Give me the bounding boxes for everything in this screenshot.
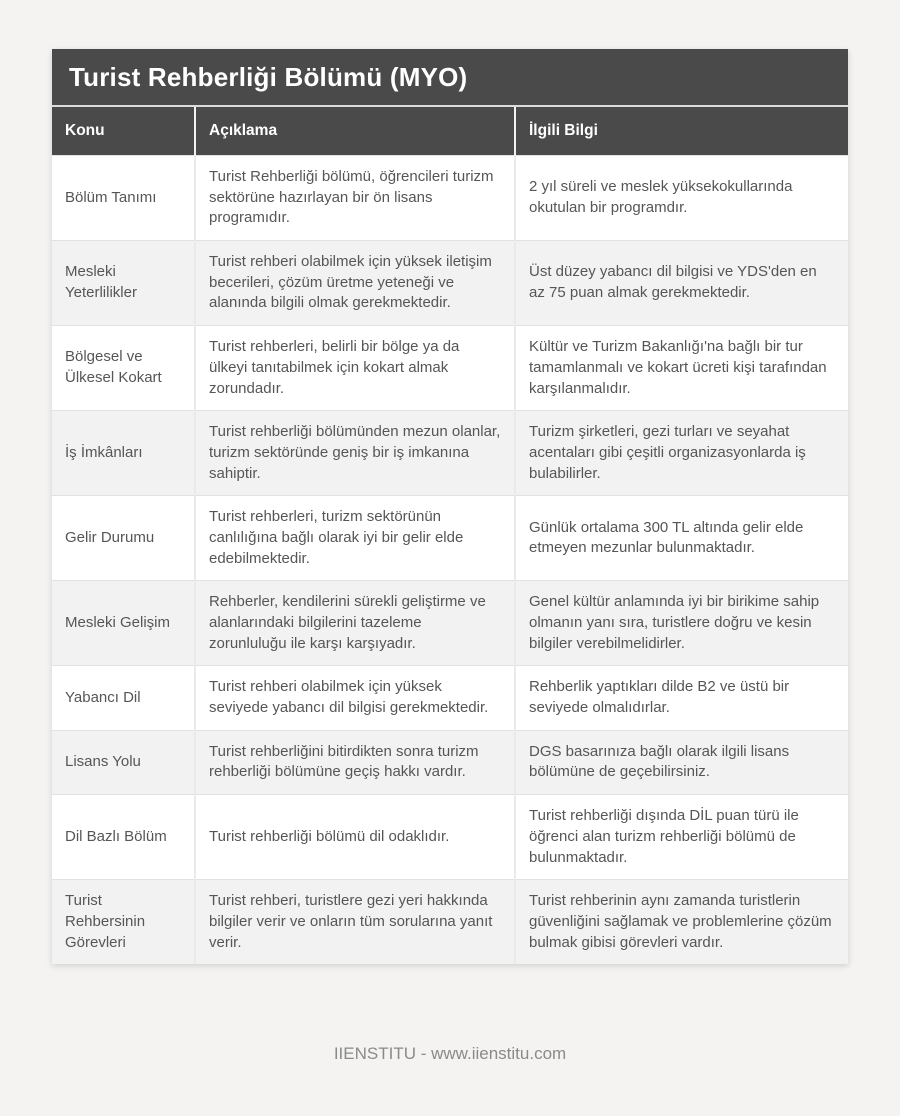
table-row (52, 880, 848, 965)
cell-ilgili-bilgi: Üst düzey yabancı dil bilgisi ve YDS'den en az 75 puan almak gerekmektedir. (515, 241, 848, 326)
cell-ilgili-bilgi: Kültür ve Turizm Bakanlığı'na bağlı bir tur tamamlanmalı ve kokart ücreti kişi tarafından karşılanmalıdır. (515, 326, 848, 411)
cell-aciklama: Turist rehberi, turistlere gezi yeri hakkında bilgiler verir ve onların tüm sorularına yanıt verir. (195, 880, 515, 965)
info-card (52, 49, 848, 964)
cell-konu: Gelir Durumu (52, 496, 195, 581)
table-header-row (52, 106, 848, 156)
table-row (52, 241, 848, 326)
cell-aciklama: Turist rehberi olabilmek için yüksek seviyede yabancı dil bilgisi gerekmektedir. (195, 666, 515, 730)
cell-konu: Mesleki Yeterlilikler (52, 241, 195, 326)
cell-konu: Lisans Yolu (52, 730, 195, 794)
table-row (52, 581, 848, 666)
cell-konu: Turist Rehbersinin Görevleri (52, 880, 195, 965)
cell-ilgili-bilgi: Turizm şirketleri, gezi turları ve seyahat acentaları gibi çeşitli organizasyonlarda iş bulabilirler. (515, 411, 848, 496)
cell-aciklama: Turist Rehberliği bölümü, öğrencileri turizm sektörüne hazırlayan bir ön lisans programıdır. (195, 156, 515, 241)
cell-ilgili-bilgi: DGS basarınıza bağlı olarak ilgili lisans bölümüne de geçebilirsiniz. (515, 730, 848, 794)
cell-ilgili-bilgi: Rehberlik yaptıkları dilde B2 ve üstü bir seviyede olmalıdırlar. (515, 666, 848, 730)
table-body (52, 156, 848, 965)
table-row (52, 496, 848, 581)
column-header-ilgili-bilgi: İlgili Bilgi (515, 106, 848, 156)
cell-konu: Mesleki Gelişim (52, 581, 195, 666)
table-row (52, 156, 848, 241)
table-row (52, 795, 848, 880)
page-title: Turist Rehberliği Bölümü (MYO) (52, 49, 848, 105)
column-header-aciklama: Açıklama (195, 106, 515, 156)
cell-aciklama: Rehberler, kendilerini sürekli geliştirme ve alanlarındaki bilgilerini tazeleme zorunluluğu ile karşı karşıyadır. (195, 581, 515, 666)
column-header-konu: Konu (52, 106, 195, 156)
cell-aciklama: Turist rehberleri, belirli bir bölge ya da ülkeyi tanıtabilmek için kokart almak zorundadır. (195, 326, 515, 411)
cell-aciklama: Turist rehberliğini bitirdikten sonra turizm rehberliği bölümüne geçiş hakkı vardır. (195, 730, 515, 794)
cell-konu: Bölüm Tanımı (52, 156, 195, 241)
cell-ilgili-bilgi: Turist rehberinin aynı zamanda turistlerin güvenliğini sağlamak ve problemlerine çözüm bulmak gibisi görevleri vardır. (515, 880, 848, 965)
cell-aciklama: Turist rehberliği bölümünden mezun olanlar, turizm sektöründe geniş bir iş imkanına sahiptir. (195, 411, 515, 496)
cell-ilgili-bilgi: 2 yıl süreli ve meslek yüksekokullarında okutulan bir programdır. (515, 156, 848, 241)
info-table (52, 105, 848, 964)
table-row (52, 326, 848, 411)
table-row (52, 730, 848, 794)
cell-konu: Dil Bazlı Bölüm (52, 795, 195, 880)
cell-ilgili-bilgi: Turist rehberliği dışında DİL puan türü ile öğrenci alan turizm rehberliği bölümü de bulunmaktadır. (515, 795, 848, 880)
cell-ilgili-bilgi: Günlük ortalama 300 TL altında gelir elde etmeyen mezunlar bulunmaktadır. (515, 496, 848, 581)
cell-ilgili-bilgi: Genel kültür anlamında iyi bir birikime sahip olmanın yanı sıra, turistlere doğru ve kesin bilgiler verebilmelidirler. (515, 581, 848, 666)
cell-aciklama: Turist rehberi olabilmek için yüksek iletişim becerileri, çözüm üretme yeteneği ve alanında bilgili olmak gerekmektedir. (195, 241, 515, 326)
cell-konu: Bölgesel ve Ülkesel Kokart (52, 326, 195, 411)
cell-aciklama: Turist rehberleri, turizm sektörünün canlılığına bağlı olarak iyi bir gelir elde edebilmektedir. (195, 496, 515, 581)
cell-konu: İş İmkânları (52, 411, 195, 496)
footer-text: IIENSTITU - www.iienstitu.com (333, 1044, 567, 1063)
cell-aciklama: Turist rehberliği bölümü dil odaklıdır. (195, 795, 515, 880)
table-row (52, 411, 848, 496)
table-row (52, 666, 848, 730)
cell-konu: Yabancı Dil (52, 666, 195, 730)
